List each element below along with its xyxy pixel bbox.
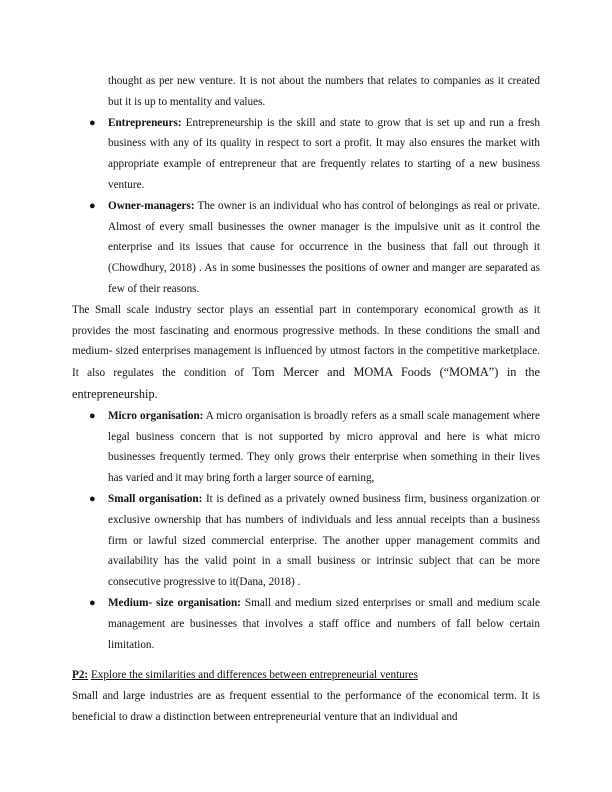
bullet-icon: ● [89,199,96,212]
bullet-icon: ● [89,116,96,129]
body-paragraph-small-scale [72,300,540,406]
list-item-entrepreneurs [72,113,540,196]
paragraph-text: The Small scale industry sector plays an essential part in contemporary economical growth as it provides the most fascinating and enormous progressive methods. In these conditions the small and medium- sized enterprises management is influenced by utmost factors in the competitive marketplace. It also regulates the condition of [72,303,540,380]
list-item-medium-organisation [72,593,540,655]
heading-label: P2: [72,669,89,682]
list-item-small-organisation [72,489,540,593]
list-item-text: Small and medium sized enterprises or small and medium scale management are businesses that involves a staff office and numbers of fall below certain limitation. [108,596,541,651]
list-item-term: Owner-managers: [108,199,195,212]
organisation-sizes-list [72,406,540,656]
list-item-text: It is defined as a privately owned business firm, business organization or exclusive ownership that has numbers of individuals and less annual receipts than a business firm or lawful sized commercial enterprise. The another upper management commits and availability has the valid point in a small business or intrinsic subject that can be more consecutive progressive to it(Dana, 2018) . [108,492,541,589]
section-heading-p2 [72,665,540,686]
bullet-icon: ● [89,492,96,505]
list-item-owner-managers [72,196,540,300]
bullet-icon: ● [89,409,96,422]
list-item-text: The owner is an individual who has control of belongings as real or private. Almost of every small businesses the owner manager is the impulsive unit as it control the enterprise and its issues that cause for occurrence in the business that fall out through it (Chowdhury, 2018) . As in some businesses the positions of owner and manger are separated as few of their reasons. [108,199,540,295]
list-item-micro-organisation [72,406,540,489]
paragraph-highlight: Tom Mercer and MOMA Foods (“MOMA”) in the entrepreneurship. [72,365,541,401]
list-item-term: Micro organisation: [108,409,204,422]
continuation-paragraph: thought as per new venture. It is not about the numbers that relates to companies as it created but it is up to mentality and values. [108,75,540,108]
heading-text: Explore the similarities and differences between entrepreneurial ventures [90,669,418,682]
list-item-term: Entrepreneurs: [108,116,182,129]
list-item-term: Small organisation: [108,492,203,505]
body-paragraph-industries: Small and large industries are as frequent essential to the performance of the economical term. It is beneficial to draw a distinction between entrepreneurial venture that an individual and [72,690,540,723]
entrepreneur-types-list [72,113,540,300]
list-item-text: Entrepreneurship is the skill and state to grow that is set up and run a fresh business with any of its quality in respect to sort a profit. It may also ensures the market with appropriate example of entrepreneur that are frequently relates to starting of a new business venture. [108,116,540,191]
bullet-icon: ● [89,596,96,609]
list-item-text: A micro organisation is broadly refers as a small scale management where legal business concern that is not supported by micro approval and here is what micro businesses frequently termed. They only grows their enterprise when something in their lives has varied and it may bring forth a larger source of earning, [108,409,540,485]
page-content [72,71,540,728]
list-item-term: Medium- size organisation: [108,596,241,609]
